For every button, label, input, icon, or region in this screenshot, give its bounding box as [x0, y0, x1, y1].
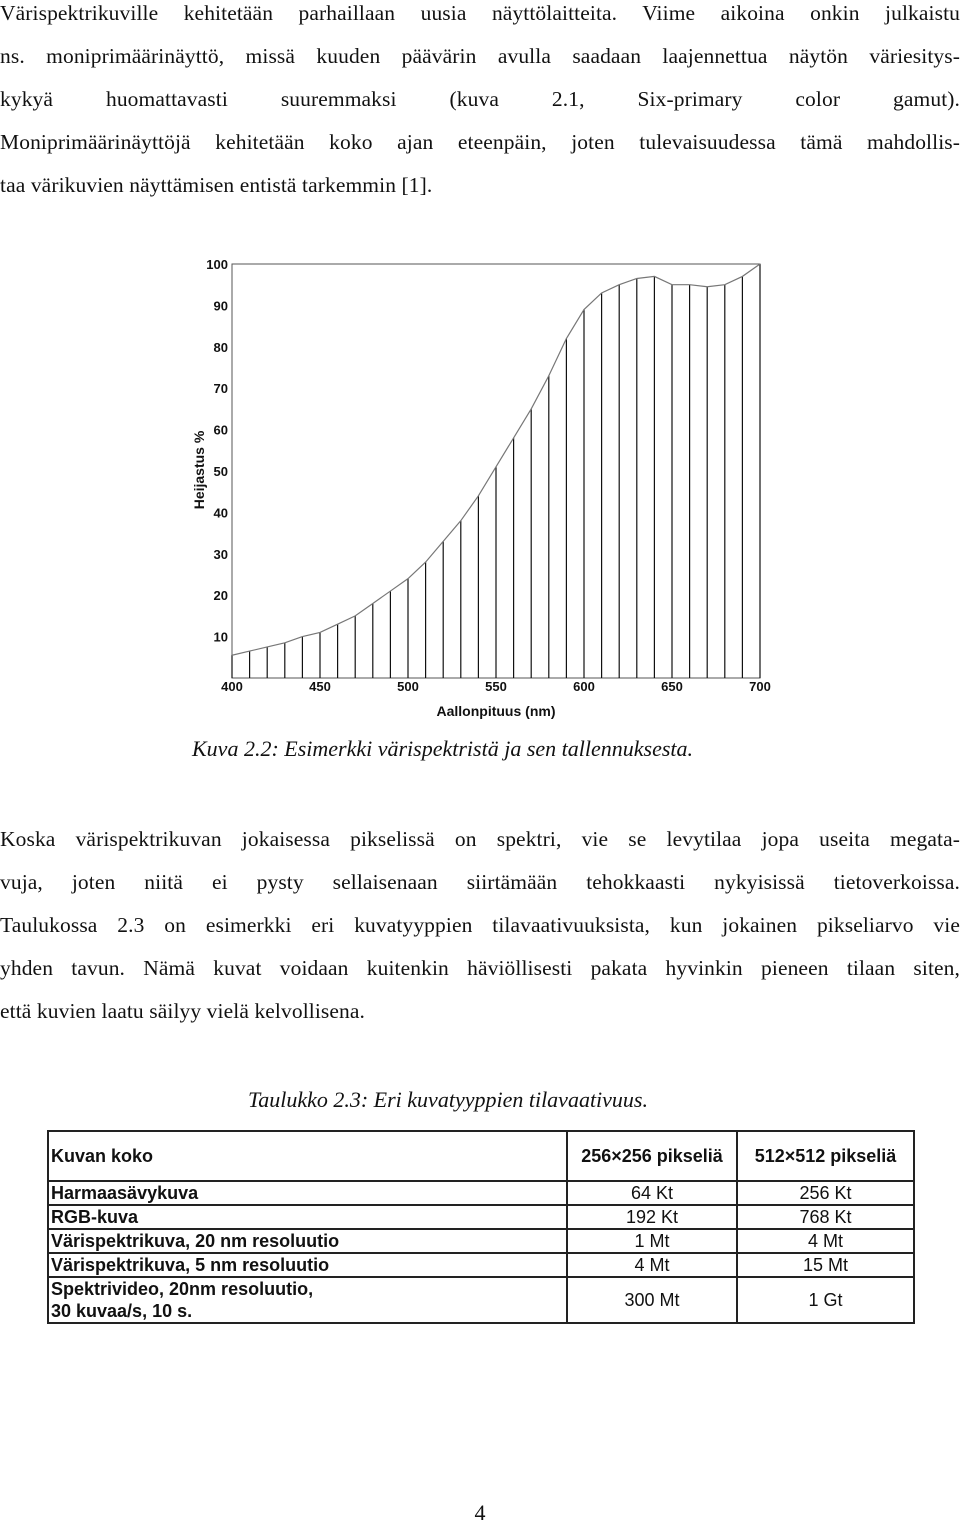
header-cell: Kuvan koko — [48, 1131, 567, 1181]
cell-512: 4 Mt — [737, 1229, 914, 1253]
x-tick-label: 650 — [661, 679, 683, 694]
y-tick-label: 100 — [206, 257, 228, 272]
table-header-row — [48, 1131, 914, 1181]
text-line: taa värikuvien näyttämisen entistä tarkemmin [1]. — [0, 173, 433, 197]
y-tick-label: 10 — [213, 629, 228, 645]
x-axis-label: Aallonpituus (nm) — [436, 703, 556, 719]
table-caption: Taulukko 2.3: Eri kuvatyyppien tilavaativuus. — [248, 1087, 648, 1112]
row-label: RGB-kuva — [48, 1205, 567, 1229]
row-label: Harmaasävykuva — [48, 1181, 567, 1205]
table-row — [48, 1181, 914, 1205]
text-line: Moniprimäärinäyttöjä kehitetään koko ajan eteenpäin, joten tulevaisuudessa tämä mahdollis- — [0, 130, 960, 154]
y-tick-label: 90 — [213, 298, 228, 314]
body-paragraph-1 — [0, 0, 960, 207]
page-number: 4 — [474, 1500, 486, 1525]
y-tick-label: 20 — [213, 588, 228, 604]
cell-256: 4 Mt — [567, 1253, 737, 1277]
row-label-line: 30 kuvaa/s, 10 s. — [51, 1301, 193, 1321]
text-line: että kuvien laatu säilyy vielä kelvollisena. — [0, 999, 366, 1023]
reflectance-chart — [184, 252, 784, 732]
table-row — [48, 1253, 914, 1277]
text-line: yhden tavun. Nämä kuvat voidaan kuitenkin häviöllisesti pakata hyvinkin pieneen tilaan siten, — [0, 956, 960, 980]
y-tick-label: 40 — [213, 505, 228, 521]
cell-256: 64 Kt — [567, 1181, 737, 1205]
cell-512: 256 Kt — [737, 1181, 914, 1205]
y-tick-label: 50 — [213, 464, 228, 479]
cell-512: 1 Gt — [737, 1277, 914, 1323]
header-cell: 512×512 pikseliä — [737, 1131, 914, 1181]
text-line: Taulukossa 2.3 on esimerkki eri kuvatyyppien tilavaativuuksista, kun jokainen pikseliarvo vie — [0, 913, 960, 937]
body-paragraph-2 — [0, 818, 960, 1033]
text-line: Koska värispektrikuvan jokaisessa pikselissä on spektri, vie se levytilaa jopa useita megata- — [0, 827, 960, 851]
y-tick-label: 30 — [213, 546, 228, 562]
y-tick-label: 60 — [213, 422, 228, 438]
table-row — [48, 1205, 914, 1229]
table-row — [48, 1229, 914, 1253]
row-label: Värispektrikuva, 20 nm resoluutio — [48, 1229, 567, 1253]
x-tick-label: 500 — [397, 679, 419, 694]
x-tick-label: 700 — [749, 679, 771, 694]
text-line: vuja, joten niitä ei pysty sellaisenaan siirtämään tehokkaasti nykyisissä tietoverkoissa. — [0, 870, 960, 894]
y-tick-label: 70 — [213, 381, 228, 397]
cell-256: 192 Kt — [567, 1205, 737, 1229]
x-tick-label: 550 — [485, 679, 507, 694]
y-tick-label: 80 — [213, 339, 228, 355]
storage-requirements-table — [47, 1130, 915, 1324]
text-line: kykyä huomattavasti suuremmaksi (kuva 2.1, Six-primary color gamut). — [0, 87, 960, 111]
header-cell: 256×256 pikseliä — [567, 1131, 737, 1181]
row-label-line: Spektrivideo, 20nm resoluutio, — [51, 1279, 314, 1299]
row-label — [48, 1277, 567, 1323]
x-tick-label: 600 — [573, 679, 595, 694]
y-axis-label: Heijastus % — [191, 430, 207, 510]
text-line: Värispektrikuville kehitetään parhaillaan uusia näyttölaitteita. Viime aikoina onkin julkaistu — [0, 1, 960, 25]
cell-512: 768 Kt — [737, 1205, 914, 1229]
figure-caption: Kuva 2.2: Esimerkki värispektristä ja sen tallennuksesta. — [192, 736, 694, 761]
table-row — [48, 1277, 914, 1323]
row-label: Värispektrikuva, 5 nm resoluutio — [48, 1253, 567, 1277]
cell-256: 300 Mt — [567, 1277, 737, 1323]
cell-256: 1 Mt — [567, 1229, 737, 1253]
x-tick-label: 450 — [309, 679, 331, 694]
text-line: ns. moniprimäärinäyttö, missä kuuden päävärin avulla saadaan laajennettua näytön väriesitys- — [0, 44, 960, 68]
cell-512: 15 Mt — [737, 1253, 914, 1277]
x-tick-label: 400 — [221, 679, 243, 694]
